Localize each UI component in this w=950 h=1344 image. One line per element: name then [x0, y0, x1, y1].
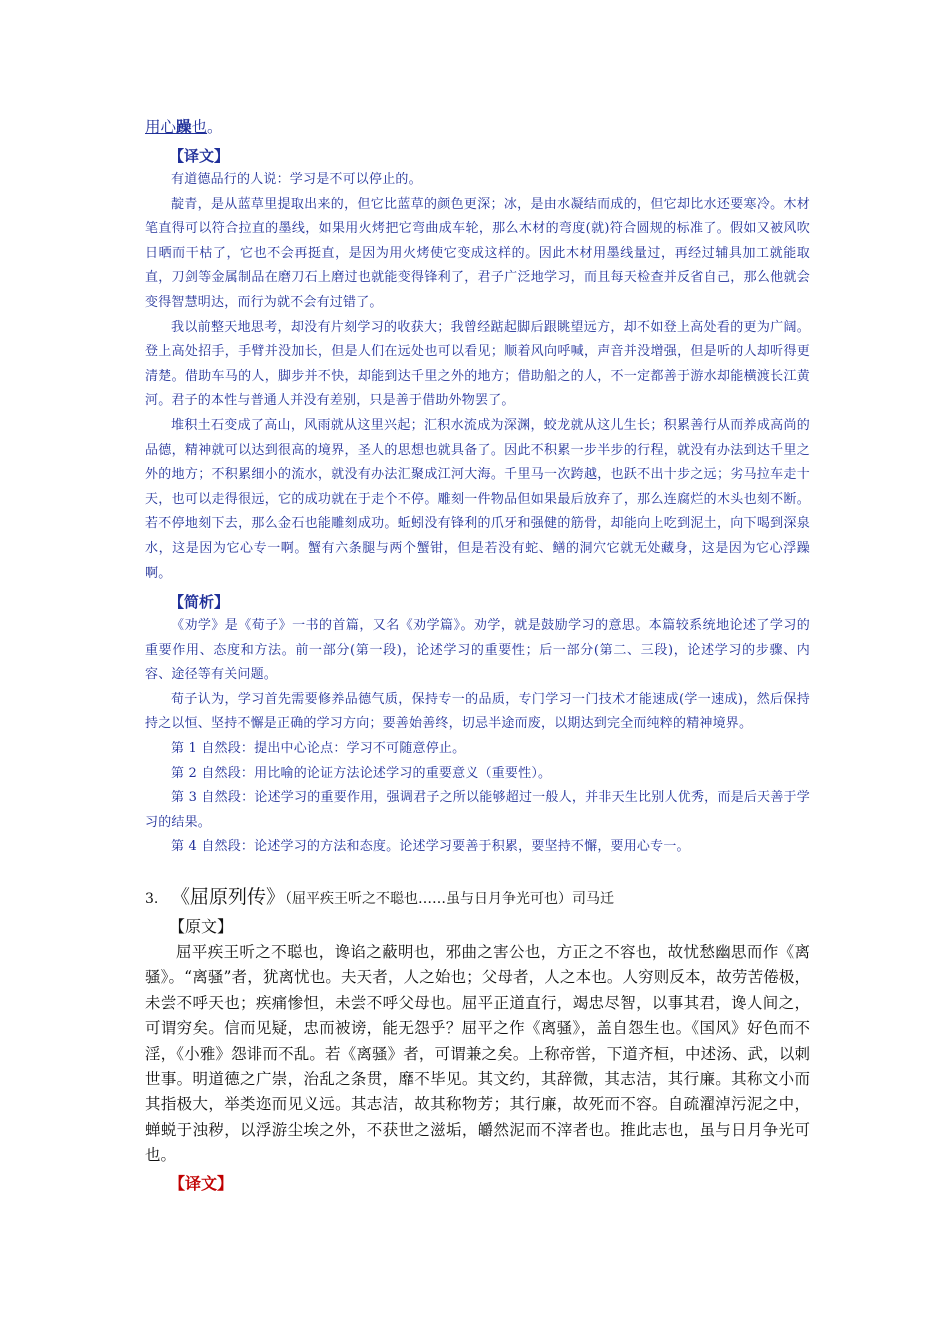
jianxi-paragraph-4: 第 2 自然段：用比喻的论证方法论述学习的重要意义（重要性）。: [171, 765, 552, 781]
yiwen-paragraph-3: 我以前整天地思考，却没有片刻学习的收获大；我曾经踮起脚后跟眺望远方，却不如登上高处看的更为广阔。登上高处招手，手臂并没加长，但是人们在远处也可以看见；顺着风向呼喊，声音并没增强，但是听的人却听得更清楚。借助车马的人，脚步并不快，却能到达千里之外的地方；借助船之的人，不一定都善于游水却能横渡长江黄河。君子的本性与普通人并没有差别，只是善于借助外物罢了。: [145, 319, 810, 409]
document-body: [145, 114, 810, 1197]
link-text[interactable]: [145, 118, 207, 136]
jianxi-paragraph-5: 第 3 自然段：论述学习的重要作用，强调君子之所以能够超过一般人，并非天生比别人优秀，而是后天善于学习的结果。: [145, 790, 810, 830]
jianxi-paragraph-6: 第 4 自然段：论述学习的方法和态度。论述学习要善于积累，要坚持不懈，要用心专一。: [171, 839, 690, 855]
section-3-heading: [145, 882, 810, 912]
jianxi-paragraph-1: 《劝学》是《荀子》一书的首篇，又名《劝学篇》。劝学，就是鼓励学习的意思。本篇较系统地论述了学习的重要作用、态度和方法。前一部分(第一段)，论述学习的重要性；后一部分(第二、三段)，论述学习的步骤、内容、途径等有关问题。: [145, 618, 810, 683]
yiwen-paragraph-2: 靛青，是从蓝草里提取出来的，但它比蓝草的颜色更深；冰，是由水凝结而成的，但它却比水还要寒冷。木材笔直得可以符合拉直的墨线，如果用火烤把它弯曲成车轮，那么木材的弯度(就)符合圆规的标准了。假如又被风吹日晒而干枯了，它也不会再挺直，是因为用火烤使它变成这样的。因此木材用墨线量过，再经过辅具加工就能取直，刀剑等金属制品在磨刀石上磨过也就能变得锋利了，君子广泛地学习，而且每天检查并反省自己，那么他就会变得智慧明达，而行为就不会有过错了。: [145, 196, 810, 310]
yuanwen-paragraph: 屈平疾王听之不聪也，谗谄之蔽明也，邪曲之害公也，方正之不容也，故忧愁幽思而作《离骚》。“离骚”者，犹离忧也。夫天者，人之始也；父母者，人之本也。人穷则反本，故劳苦倦极，未尝不呼天也；疾痛惨怛，未尝不呼父母也。屈平正道直行，竭忠尽智，以事其君，谗人间之，可谓穷矣。信而见疑，忠而被谤，能无怨乎？屈平之作《离骚》，盖自怨生也。《国风》好色而不淫，《小雅》怨诽而不乱。若《离骚》者，可谓兼之矣。上称帝喾，下道齐桓，中述汤、武，以刺世事。明道德之广崇，治乱之条贯，靡不毕见。其文约，其辞微，其志洁，其行廉。其称文小而其指极大，举类迩而见义远。其志洁，故其称物芳；其行廉，故死而不容。自疏濯淖污泥之中，蝉蜕于浊秽，以浮游尘埃之外，不获世之滋垢，皭然泥而不滓者也。推此志也，虽与日月争光可也。: [145, 943, 810, 1165]
line-start: 用心: [145, 118, 177, 136]
jianxi-paragraph-2: 荀子认为，学习首先需要修养品德气质，保持专一的品质，专门学习一门技术才能速成(学一速成)，然后保持持之以恒、坚持不懈是正确的学习方向；要善始善终，切忌半途而废，以期达到完全而纯粹的精神境界。: [145, 691, 810, 732]
line-end: 也: [191, 118, 208, 136]
yiwen-paragraph-1: 有道德品行的人说：学习是不可以停止的。: [171, 172, 422, 187]
line-bold-char: 躁: [176, 117, 192, 136]
section-number: 3.: [145, 891, 159, 908]
yiwen-header: 【译文】: [169, 147, 230, 165]
line-period: 。: [207, 118, 223, 136]
section-subtitle: （屈平疾王听之不聪也……虽与日月争光可也）司马迁: [285, 891, 615, 908]
jianxi-header: 【简析】: [169, 593, 230, 612]
section-title: 《屈原列传》: [171, 886, 286, 909]
continuation-line: [145, 114, 810, 140]
yuanwen-header: 【原文】: [169, 917, 234, 937]
jianxi-paragraph-3: 第 1 自然段：提出中心论点：学习不可随意停止。: [171, 741, 466, 757]
yiwen-paragraph-4: 堆积土石变成了高山，风雨就从这里兴起；汇积水流成为深渊，蛟龙就从这儿生长；积累善行从而养成高尚的品德，精神就可以达到很高的境界，圣人的思想也就具备了。因此不积累一步半步的行程，就没有办法到达千里之外的地方；不积累细小的流水，就没有办法汇聚成江河大海。千里马一次跨越，也跃不出十步之远；劣马拉车走十天，也可以走得很远，它的成功就在于走个不停。雕刻一件物品但如果最后放弃了，那么连腐烂的木头也刻不断。若不停地刻下去，那么金石也能雕刻成功。蚯蚓没有锋利的爪牙和强健的筋骨，却能向上吃到泥土，向下喝到深泉水，这是因为它心专一啊。蟹有六条腿与两个蟹钳，但是若没有蛇、鳝的洞穴它就无处藏身，这是因为它心浮躁啊。: [145, 417, 810, 581]
yiwen-header-red: 【译文】: [169, 1173, 234, 1193]
